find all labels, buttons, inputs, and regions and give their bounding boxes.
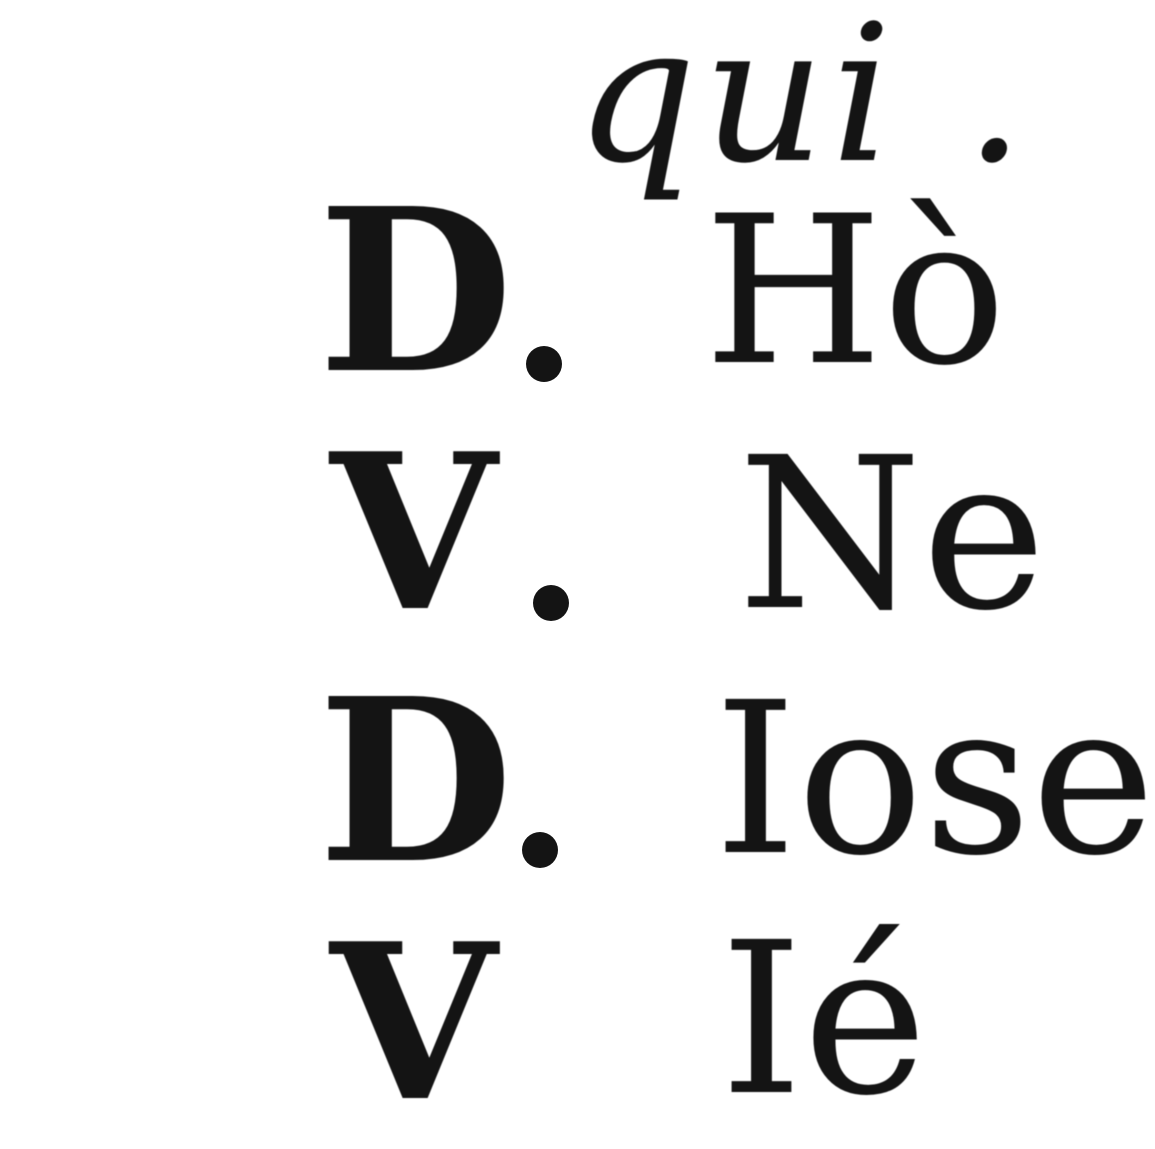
text-line-3: Iose [714,657,1155,902]
text-line-4: Ié [720,897,928,1142]
text-line-qui: qui . [575,0,1031,205]
abbr-V-4: V [330,896,497,1149]
period-1 [526,346,562,382]
abbr-V-2: V [330,406,497,659]
text-line-2: Ne [738,412,1047,657]
period-3 [522,832,558,868]
abbr-D-1: D [318,160,514,424]
text-line-1: Hò [704,173,1007,411]
abbr-D-3: D [318,650,514,914]
period-2 [533,585,569,621]
